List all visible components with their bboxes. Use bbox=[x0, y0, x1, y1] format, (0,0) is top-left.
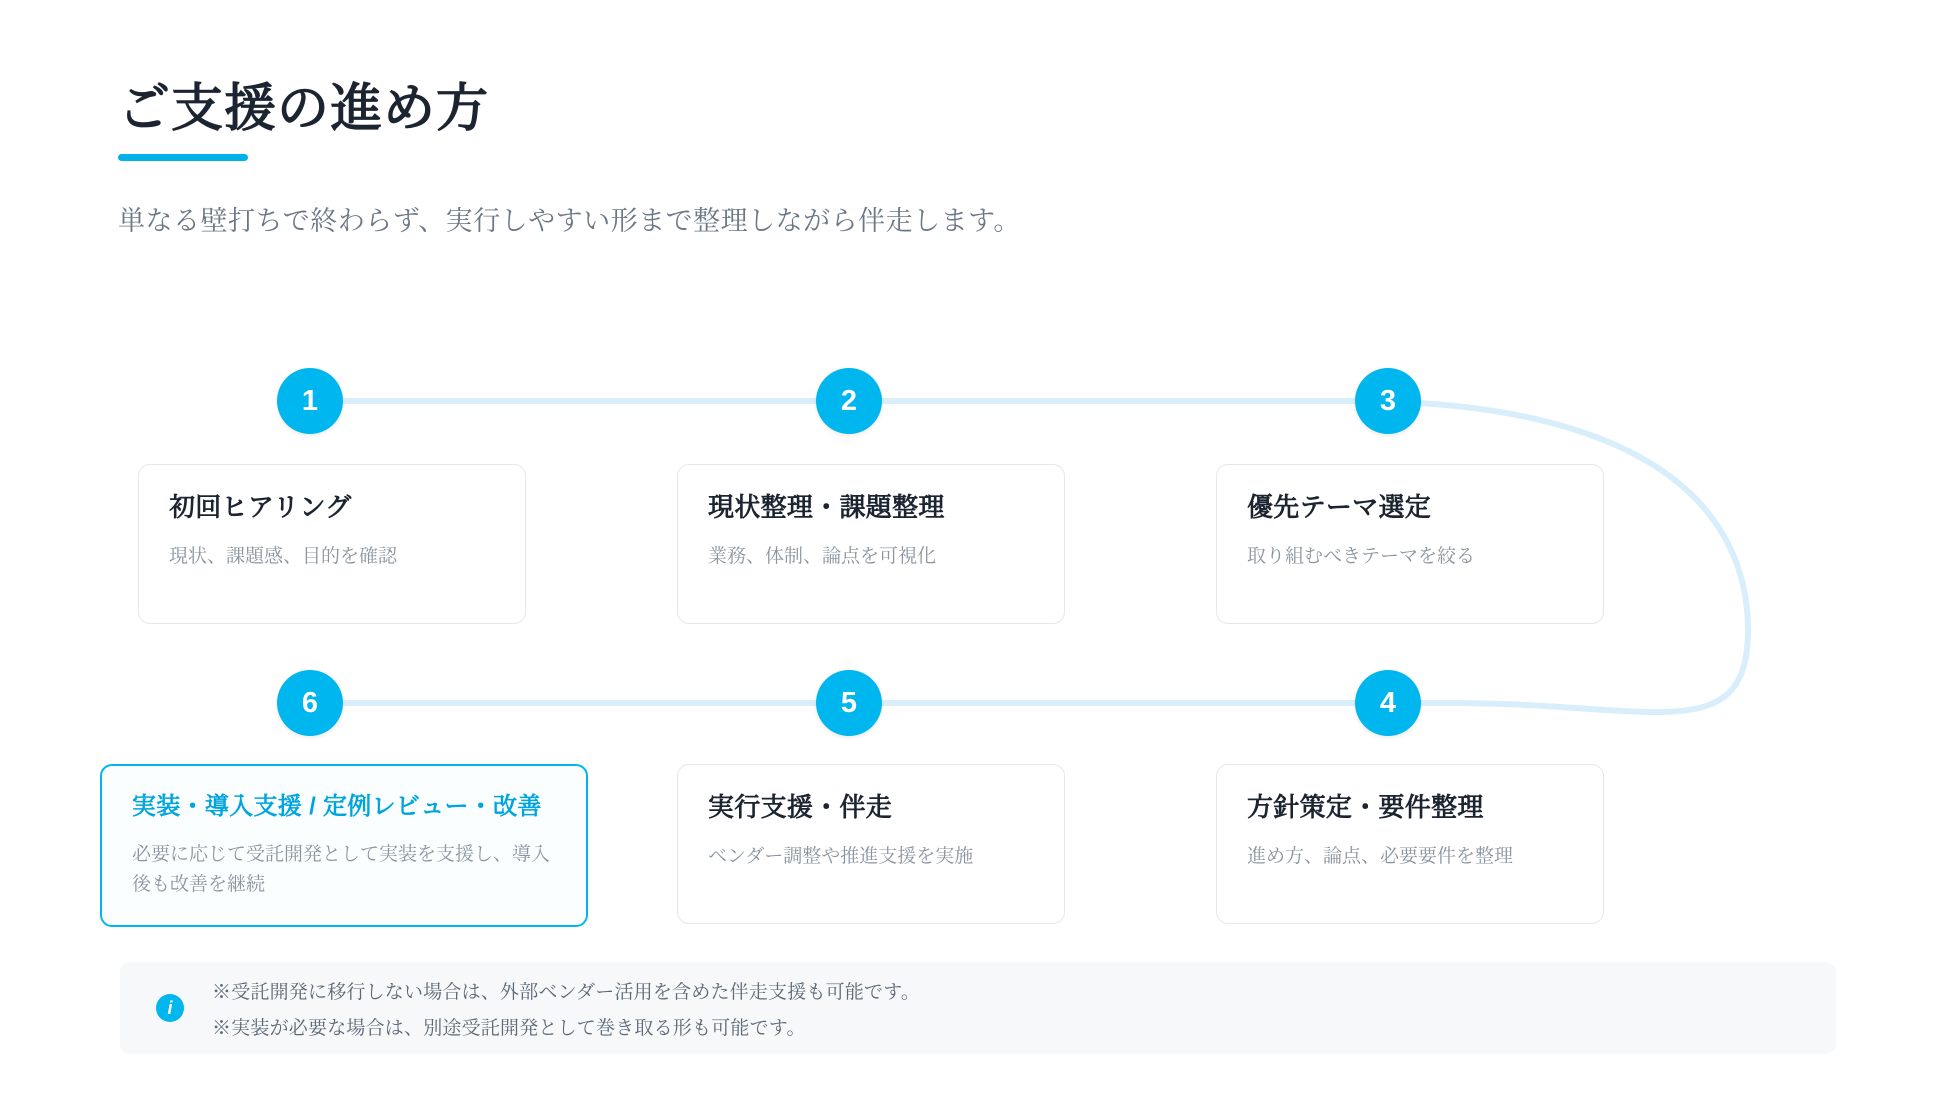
step-card-3-title: 優先テーマ選定 bbox=[1247, 492, 1432, 522]
step-card-4[interactable] bbox=[1216, 764, 1604, 924]
step-card-6-description: 必要に応じて受託開発として実装を支援し、導入後も改善を継続 bbox=[132, 844, 551, 896]
step-node-5[interactable]: 5 bbox=[816, 670, 882, 736]
step-card-1-description: 現状、課題感、目的を確認 bbox=[169, 545, 398, 567]
step-card-6-title: 実装・導入支援 / 定例レビュー・改善 bbox=[132, 793, 542, 820]
step-card-2-title: 現状整理・課題整理 bbox=[708, 492, 945, 522]
step-node-6[interactable]: 6 bbox=[277, 670, 343, 736]
note-line-2: ※実装が必要な場合は、別途受託開発として巻き取る形も可能です。 bbox=[212, 1017, 806, 1039]
process-flow bbox=[0, 330, 1950, 950]
title-underline bbox=[118, 154, 248, 161]
info-icon: i bbox=[156, 994, 184, 1022]
step-node-2[interactable]: 2 bbox=[816, 368, 882, 434]
step-card-6[interactable] bbox=[100, 764, 588, 927]
step-card-3-description: 取り組むべきテーマを絞る bbox=[1247, 545, 1476, 567]
step-node-1[interactable]: 1 bbox=[277, 368, 343, 434]
step-card-1[interactable] bbox=[138, 464, 526, 624]
page-subtitle: 単なる壁打ちで終わらず、実行しやすい形まで整理しながら伴走します。 bbox=[118, 206, 1021, 237]
note-box bbox=[120, 962, 1836, 1054]
note-text bbox=[212, 977, 920, 1040]
step-card-4-description: 進め方、論点、必要要件を整理 bbox=[1247, 845, 1514, 867]
note-line-1: ※受託開発に移行しない場合は、外部ベンダー活用を含めた伴走支援も可能です。 bbox=[212, 981, 921, 1003]
step-card-3[interactable] bbox=[1216, 464, 1604, 624]
header bbox=[118, 78, 1818, 238]
step-card-1-title: 初回ヒアリング bbox=[169, 492, 352, 522]
step-card-5-description: ベンダー調整や推進支援を実施 bbox=[708, 845, 974, 867]
step-node-3[interactable]: 3 bbox=[1355, 368, 1421, 434]
step-card-2-description: 業務、体制、論点を可視化 bbox=[708, 545, 937, 567]
page-title: ご支援の進め方 bbox=[118, 80, 490, 138]
step-card-2[interactable] bbox=[677, 464, 1065, 624]
step-node-4[interactable]: 4 bbox=[1355, 670, 1421, 736]
step-card-4-title: 方針策定・要件整理 bbox=[1247, 792, 1484, 822]
step-card-5[interactable] bbox=[677, 764, 1065, 924]
step-card-5-title: 実行支援・伴走 bbox=[708, 792, 893, 822]
